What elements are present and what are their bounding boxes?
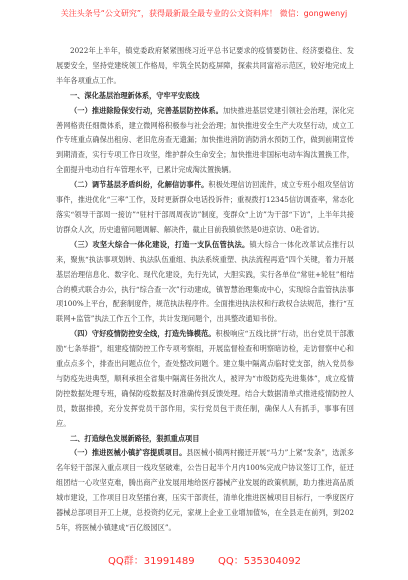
header-promo-text: 关注头条号“公文研究”，获得最新最全最专业的公文资料库！ 微信：gongwenyj bbox=[60, 9, 348, 18]
subsection-paragraph bbox=[56, 238, 354, 327]
subsection-lead: （四）守好疫情防控安全线，打造先锋模范。 bbox=[70, 329, 216, 339]
subsection-paragraph bbox=[56, 104, 354, 179]
subsection-lead: （三）攻坚大综合一体化建设，打造一支队伍管执法。 bbox=[70, 239, 250, 249]
body-paragraph: 2022年上半年，镇党委政府紧紧围绕习近平总书记要求的疫情要防住、经济要稳住、发展要安全，坚持党建统领工作格局，牢筑全民防疫屏障，探索共同富裕示范区，较好地完成上半年各项重点工作。 bbox=[56, 46, 354, 85]
footer bbox=[0, 552, 408, 566]
subsection-body: 积极处理信访回流件，成立专班小组攻坚信访事件，推进优化“三率”工作，及时更新群众电话投诉件；重视拨打12345信访调查率，常态化落实“领导干部周一接访”“驻村干部周周夜访”制度，变群众“上访”为干部“下访”，上半年共接访群众人次，历史遗留问题调解、解决件，截止目前我镇依然是0进京访、0赴省访。 bbox=[56, 180, 354, 234]
subsection-body: 县医械小镇两村搬迁开展“马力”上紧“发条”，选派多名年轻干部深入重点项目一线攻坚破难，公告日起半个月内100%完成户协议签订工作，征迁组团结一心攻坚克难，腾出商产业发展用地给医疗器械产业发展的政策机制，助力推进高品质城市建设，工作项目日攻坚擂台赛，压实干部责任，清单化推进医械项目目标行，一季度医疗器械总部项目开工上规，总投资约亿元，家规上企业工业增加值%，在全县走在前列，到2025年，将医械小镇建成“百亿级园区”。 bbox=[56, 448, 354, 532]
qq-number: QQ：535304092 bbox=[218, 556, 302, 567]
qq-group-number: QQ群：31991489 bbox=[108, 556, 195, 567]
subsection-lead: （二）调节基层矛盾纠纷，化解信访事件。 bbox=[70, 180, 209, 190]
subsection-body: 加快推进基层党建引领社会治理，深化完善网格责任细微体系，建立微网格积极参与社会治理；加快推进安全生产大攻坚行动，成立工作专班重点确保出租房、老旧危房查无遗漏；加快推进消防消防消水预防工作，做到前期宣传到期清查，实行专项工作日攻坚，维护群众生命安全；加快推进非国标电动车淘汰置换工作，全面提升电动自行车管理水平，已累计完成淘汰置换辆。 bbox=[56, 105, 354, 175]
document-body bbox=[56, 44, 354, 536]
section-heading: 一、深化基层治理新体系，守牢平安底线 bbox=[70, 90, 200, 100]
section-heading: 二、打造绿色发展新路径，狠抓重点项目 bbox=[70, 433, 200, 443]
subsection-paragraph bbox=[56, 446, 354, 535]
subsection-lead: （一）推进除险保安行动，完善基层防控体系。 bbox=[70, 105, 223, 115]
subsection-lead: （一）推进医械小镇扩容提质项目。 bbox=[70, 448, 187, 458]
subsection-paragraph bbox=[56, 178, 354, 238]
subsection-body: 积极响应“五线比拼”行动，出台党员干部激励“七条举措”，组建疫情防控工作专项考察组，开展监督检查和明察暗访检，走访督察中心和重点点多个，排查出问题点位个，查处整改问题个。建立集中隔离点临时党支部，纳入党员参与防疫先进典型，顺利承担全省集中隔离任务批次人，被评为“市级防疫先进集体”，成立疫情防控数据处理专班，确保防疫数据及时准确传到反馈处理。结合大数据清单式推进疫情防控人员，数据排摸，充分发挥党员干部作用，实行党员包干责任制，确保人人有抓手，事事有回应。 bbox=[56, 329, 354, 428]
subsection-body: 镇大综合一体化改革试点推行以来，聚焦“执法事项划转、执法队伍重组、执法系统重塑、执法流程再造”四个关键，着力开展基层治理信息化、数字化、现代化建设，先行先试，大胆实践，实行各单位“常驻+轮驻”相结合的模式联合办公，执行“综合查一次”行动建成，镇智慧治理集成中心，实现综合监管执法事项100%上平台，配套制度件，规范执法程序件。全面推进执法权和行政权合法规范，推行“互联网+监管”执法工作五个工作，共计发现问题个，出具整改通知书份。 bbox=[56, 239, 354, 324]
subsection-paragraph bbox=[56, 327, 354, 431]
